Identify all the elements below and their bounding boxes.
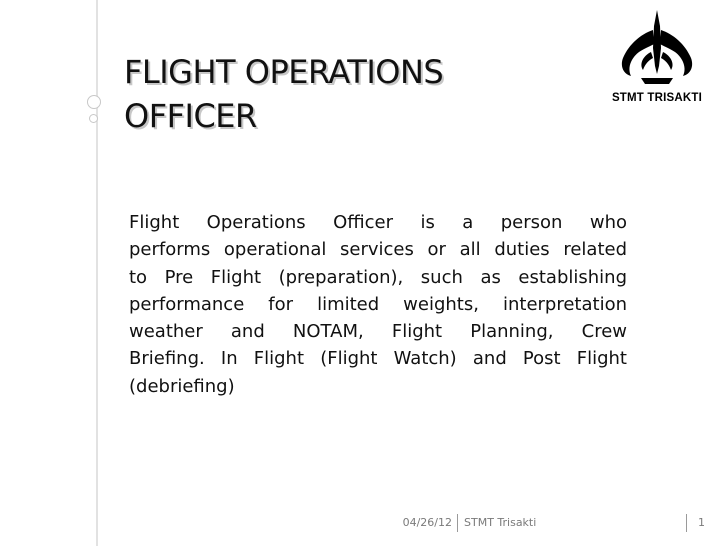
body-line-5: weather and NOTAM, Flight Planning, Crew — [129, 321, 627, 343]
body-line-1: Flight Operations Officer is a person who — [129, 212, 627, 233]
stmt-trisakti-logo — [603, 8, 713, 108]
left-decor-band — [0, 0, 101, 546]
body-line-3: to Pre Flight (preparation), such as establishing — [129, 266, 627, 288]
decor-circle-small-icon — [89, 114, 98, 123]
footer-date: 04/26/12 — [402, 516, 452, 529]
decor-vertical-line — [96, 0, 98, 546]
slide-body-paragraph — [129, 209, 627, 400]
stmt-trisakti-logo-icon — [611, 8, 703, 92]
slide-title-line-1: FLIGHT OPERATIONS — [124, 53, 444, 91]
body-line-2: performs operational services or all duties related — [129, 239, 627, 261]
decor-circle-large-icon — [87, 95, 101, 109]
logo-text: STMT TRISAKTI — [611, 92, 703, 104]
footer-divider — [457, 514, 458, 532]
slide-title — [124, 50, 584, 138]
footer-organization: STMT Trisakti — [464, 516, 537, 529]
footer-divider — [686, 514, 687, 532]
footer-page-number: 1 — [698, 516, 705, 529]
body-line-6: Briefing. In Flight (Flight Watch) and Post Flight — [129, 348, 627, 370]
body-line-7: (debriefing) — [129, 375, 235, 397]
body-line-4: performance for limited weights, interpretation — [129, 293, 627, 315]
slide-title-line-2: OFFICER — [124, 97, 257, 135]
